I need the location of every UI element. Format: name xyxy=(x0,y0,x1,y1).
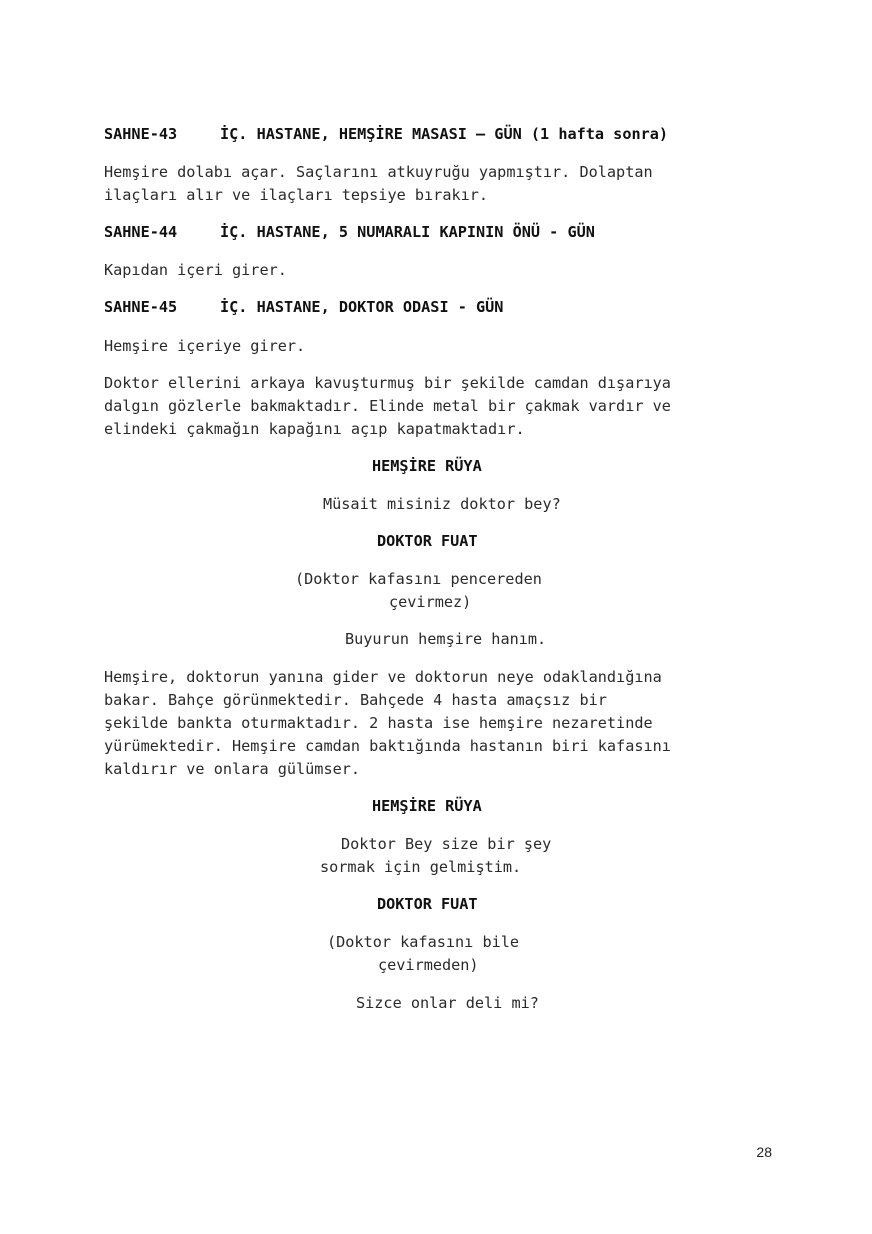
action-line: yürümektedir. Hemşire camdan baktığında hastanın biri kafasını xyxy=(104,737,671,755)
action-line: bakar. Bahçe görünmektedir. Bahçede 4 hasta amaçsız bir xyxy=(104,691,607,709)
parenthetical-line: (Doktor kafasını pencereden xyxy=(295,570,542,588)
action-line: Hemşire, doktorun yanına gider ve doktorun neye odaklandığına xyxy=(104,668,662,686)
action-line: ilaçları alır ve ilaçları tepsiye bırakır. xyxy=(104,186,489,204)
parenthetical-line: çevirmez) xyxy=(389,593,472,611)
page-number: 28 xyxy=(756,1144,772,1160)
action-line: Doktor ellerini arkaya kavuşturmuş bir şekilde camdan dışarıya xyxy=(104,374,671,392)
character-name: DOKTOR FUAT xyxy=(377,532,478,550)
character-name: DOKTOR FUAT xyxy=(377,895,478,913)
scene-heading-text: İÇ. HASTANE, DOKTOR ODASI - GÜN xyxy=(220,298,504,316)
scene-heading-text: İÇ. HASTANE, HEMŞİRE MASASI – GÜN (1 hafta sonra) xyxy=(220,125,669,143)
dialogue-line: sormak için gelmiştim. xyxy=(320,858,522,876)
parenthetical-line: (Doktor kafasını bile xyxy=(327,933,520,951)
character-name: HEMŞİRE RÜYA xyxy=(372,457,482,475)
action-line: elindeki çakmağın kapağını açıp kapatmaktadır. xyxy=(104,420,525,438)
action-line: Kapıdan içeri girer. xyxy=(104,261,287,279)
scene-heading xyxy=(104,221,595,244)
dialogue-line: Sizce onlar deli mi? xyxy=(356,994,539,1012)
dialogue-line: Müsait misiniz doktor bey? xyxy=(323,495,561,513)
dialogue-line: Buyurun hemşire hanım. xyxy=(345,630,547,648)
scene-heading xyxy=(104,296,503,319)
scene-heading xyxy=(104,123,668,146)
character-name: HEMŞİRE RÜYA xyxy=(372,797,482,815)
scene-number: SAHNE-44 xyxy=(104,223,178,241)
action-line: Hemşire dolabı açar. Saçlarını atkuyruğu yapmıştır. Dolaptan xyxy=(104,163,653,181)
action-line: şekilde bankta oturmaktadır. 2 hasta ise hemşire nezaretinde xyxy=(104,714,653,732)
parenthetical-line: çevirmeden) xyxy=(378,956,479,974)
dialogue-line: Doktor Bey size bir şey xyxy=(341,835,552,853)
scene-number: SAHNE-43 xyxy=(104,125,178,143)
action-line: dalgın gözlerle bakmaktadır. Elinde metal bir çakmak vardır ve xyxy=(104,397,671,415)
scene-heading-text: İÇ. HASTANE, 5 NUMARALI KAPININ ÖNÜ - GÜN xyxy=(220,223,595,241)
action-line: Hemşire içeriye girer. xyxy=(104,337,306,355)
scene-number: SAHNE-45 xyxy=(104,298,178,316)
action-line: kaldırır ve onlara gülümser. xyxy=(104,760,361,778)
